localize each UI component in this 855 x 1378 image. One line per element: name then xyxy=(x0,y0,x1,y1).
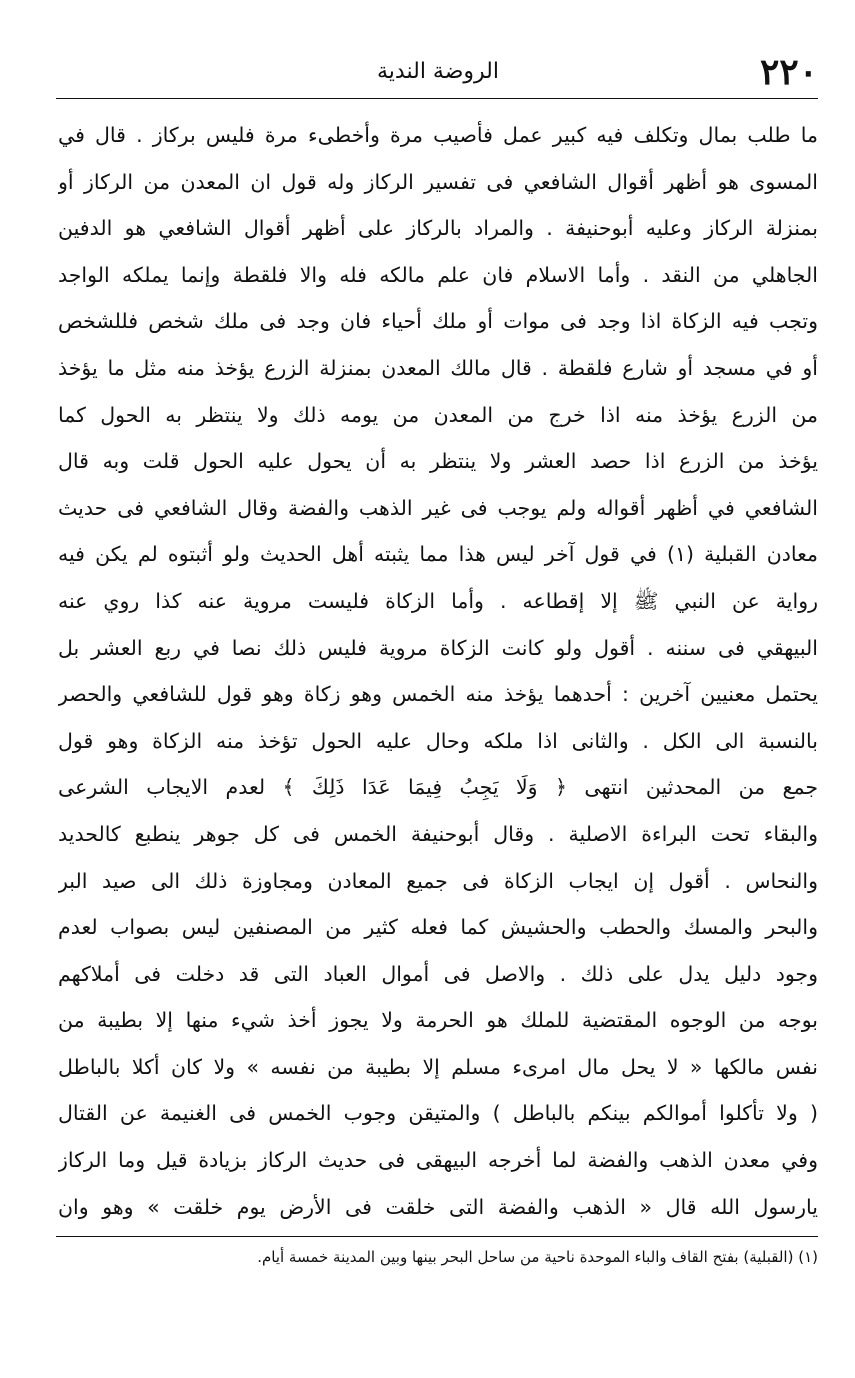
text-line: وتجب فيه الزكاة اذا وجد فى موات أو ملك أحياء فان وجد فى ملك شخص فللشخص xyxy=(58,309,818,334)
text-line: الجاهلي من النقد . وأما الاسلام فان علم مالكه فله والا فلقطة وإنما يملكه الواجد xyxy=(58,262,818,287)
text-line: بالنسبة الى الكل . والثانى اذا ملكه وحال عليه الحول تؤخذ منه الزكاة وهو قول xyxy=(58,728,818,753)
footnote-divider xyxy=(56,1236,818,1237)
text-line: معادن القبلية (١) في قول آخر ليس هذا مما يثبته أهل الحديث ولو أثبتوه لم يكن فيه xyxy=(58,542,818,567)
text-line: البيهقي فى سننه . أقول ولو كانت الزكاة مروية فليس ذلك نصا في ربع العشر بل xyxy=(58,635,818,660)
text-line: الشافعي في أظهر أقواله ولم يوجب فى غير الذهب والفضة وقال الشافعي فى حديث xyxy=(58,495,818,520)
text-line: بوجه من الوجوه المقتضية للملك هو الحرمة ولا يجوز أخذ شيء منها إلا بطيبة من xyxy=(58,1008,818,1033)
text-line: المسوى هو أظهر أقوال الشافعي فى تفسير الركاز وله قول ان المعدن من الركاز أو xyxy=(58,169,818,194)
header-divider xyxy=(56,98,818,99)
page-number: ٢٢٠ xyxy=(759,51,818,93)
text-line: أو في مسجد أو شارع فلقطة . قال مالك المعدن بمنزلة الزرع يؤخذ منه مثل ما يؤخذ xyxy=(58,355,818,380)
text-line: وجود دليل يدل على ذلك . والاصل فى أموال العباد التى قد دخلت فى أملاكهم xyxy=(58,961,818,986)
body-text xyxy=(58,112,818,1230)
text-line: من الزرع يؤخذ منه اذا خرج من المعدن من يومه ذلك ولا ينتظر به الحول كما xyxy=(58,402,818,427)
page-header xyxy=(58,48,818,96)
text-line: ( ولا تأكلوا أموالكم بينكم بالباطل ) والمتيقن وجوب الخمس فى الغنيمة عن القتال xyxy=(58,1101,818,1126)
footnote: (١) (القبلية) بفتح القاف والباء الموحدة ناحية من ساحل البحر بينها وبين المدينة خمسة أيام. xyxy=(257,1248,818,1266)
text-line: يارسول الله قال « الذهب والفضة التى خلقت فى الأرض يوم خلقت » وهو وان xyxy=(58,1194,818,1219)
text-line: رواية عن النبي ﷺ إلا إقطاعه . وأما الزكاة فليست مروية عنه كذا روي عنه xyxy=(58,588,818,613)
text-line: نفس مالكها « لا يحل مال امرىء مسلم إلا بطيبة من نفسه » ولا كان أكلا بالباطل xyxy=(58,1054,818,1079)
running-title: الروضة الندية xyxy=(377,59,499,84)
text-line: بمنزلة الركاز وعليه أبوحنيفة . والمراد بالركاز على أظهر أقوال الشافعي هو الدفين xyxy=(58,216,818,241)
text-line: يؤخذ من الزرع اذا حصد العشر ولا ينتظر به أن يحول عليه الحول قلت وبه قال xyxy=(58,449,818,474)
text-line: والنحاس . أقول إن ايجاب الزكاة فى جميع المعادن ومجاوزة ذلك الى صيد البر xyxy=(58,868,818,893)
text-line: والبحر والمسك والحطب والحشيش كما فعله كثير من المصنفين ليس بصواب لعدم xyxy=(58,915,818,940)
text-line: يحتمل معنيين آخرين : أحدهما يؤخذ منه الخمس وهو زكاة وهو قول للشافعي والحصر xyxy=(58,682,818,707)
text-line: وفي معدن الذهب والفضة لما أخرجه البيهقى فى حديث الركاز بزيادة قيل وما الركاز xyxy=(58,1148,818,1173)
text-line: والبقاء تحت البراءة الاصلية . وقال أبوحنيفة الخمس فى كل جوهر ينطبع كالحديد xyxy=(58,821,818,846)
text-line: جمع من المحدثين انتهى ﴿ وَلَا يَجِبُ فِيمَا عَدَا ذَلِكَ ﴾ لعدم الايجاب الشرعى xyxy=(58,775,818,800)
text-line: ما طلب بمال وتكلف فيه كبير عمل فأصيب مرة وأخطىء مرة فليس بركاز . قال في xyxy=(58,123,818,147)
